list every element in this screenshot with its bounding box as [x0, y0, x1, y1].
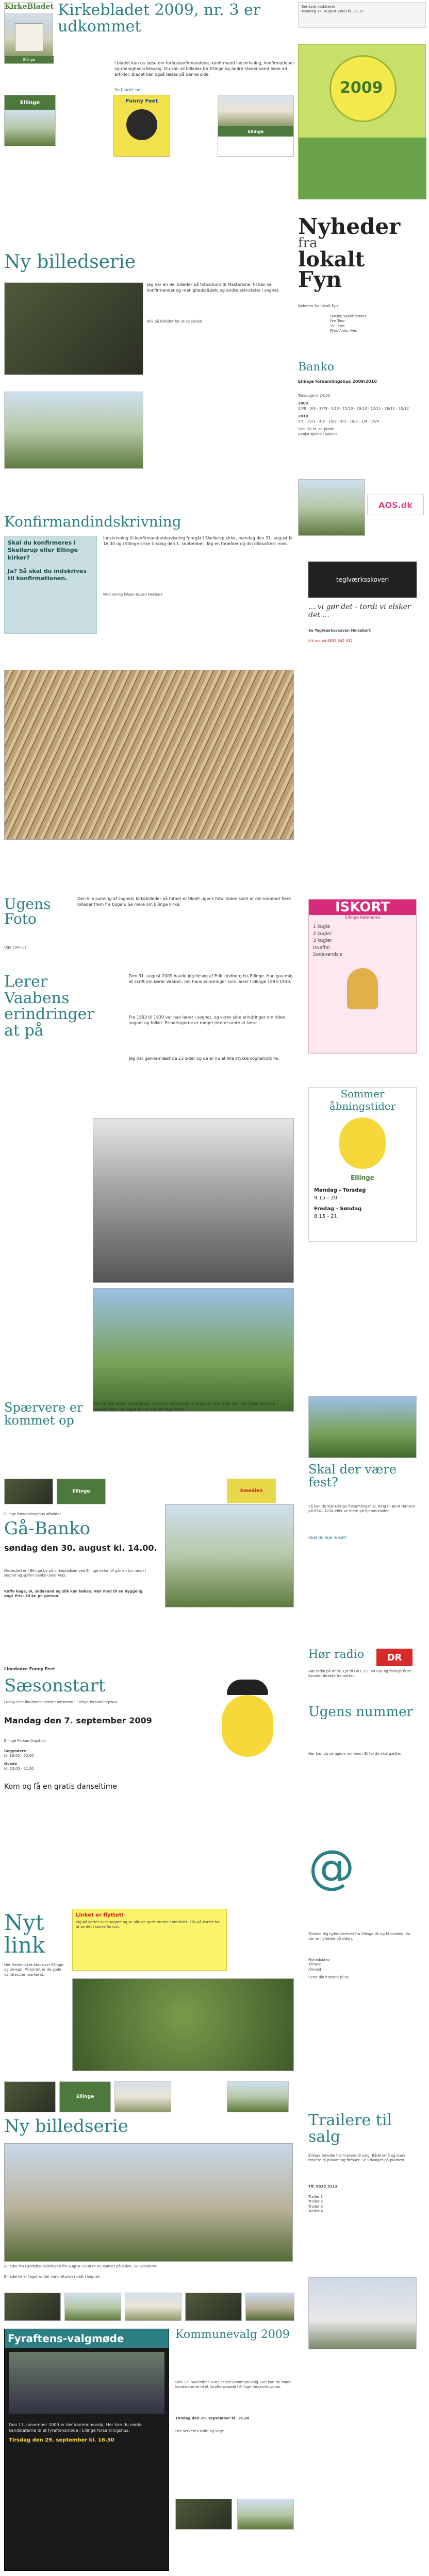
- dancer-icon: [126, 109, 157, 140]
- banko-title: Banko: [298, 361, 335, 374]
- nyheder-sub: Nyheder fra lokalt Fyn: [298, 304, 338, 308]
- iskort-item: Sodavandsis: [313, 952, 342, 957]
- fyraftens-body: Den 17. november 2009 er der kommunevalg. Her kan du møde kandidaterne til et fyraftensmøde i Ellinge forsamlingshus.: [9, 2422, 142, 2433]
- ad-row-1[interactable]: [4, 1479, 53, 1504]
- ad-row3-img: [125, 2293, 181, 2320]
- lerer-body-2: Fra 1893 til 1930 var han lærer i sognet, og skrev sine erindringer om tiden, sognet og folket. Erindringerne er meget interessante at læse.: [129, 1015, 287, 1025]
- trailer-item[interactable]: Trailer 3: [308, 2204, 323, 2209]
- banko-line: Torsdage kl 14.00: [298, 394, 330, 398]
- tegl-title: Se Teglværksskoven Holsebart: [308, 629, 371, 633]
- funny-feet-label: Funny Feet: [125, 98, 158, 104]
- ad-row2-4[interactable]: [227, 2081, 289, 2112]
- fest-link[interactable]: Skal du leje huset?: [308, 1535, 348, 1540]
- linedance-body: Funny Feet linedance starter sæsonen i Ellinge forsamlingshus.: [4, 1700, 119, 1704]
- sommer-line: 9.15 - 20: [314, 1195, 337, 1201]
- nyheder-box[interactable]: [298, 216, 426, 299]
- sommer-logo: Ellinge: [351, 1174, 374, 1181]
- ad-small-left[interactable]: [4, 95, 56, 146]
- email-item[interactable]: Nyhedsbrev: [308, 1958, 330, 1962]
- nyheder-title-4: Fyn: [298, 266, 342, 292]
- nyt-link-title: Nyt link: [4, 1910, 45, 1958]
- billedserie-photo[interactable]: [4, 282, 143, 375]
- lerer-body-3: Jeg har gennemlæst de 23 sider og de er nu et lille stykke sognehistorie.: [129, 1056, 279, 1061]
- ad-row2-img: [227, 2082, 288, 2112]
- konfirmand-sign: Med venlig hilsen Susan Fiskbæk: [103, 592, 163, 597]
- ad-row3-1[interactable]: [4, 2293, 61, 2321]
- trailer-photo[interactable]: [308, 2277, 417, 2349]
- nyheder-list: [330, 314, 426, 334]
- aos-logo[interactable]: AOS.dk: [367, 495, 424, 515]
- sticker-2009[interactable]: [298, 44, 426, 199]
- ugens-nummer-body: Her kan du se ugens nummer: Et tal du skal gætte.: [308, 1752, 401, 1756]
- ad-row3-3[interactable]: [125, 2293, 182, 2321]
- nyheder-item[interactable]: Fyn Tour: [330, 319, 345, 324]
- fyraftens-title: Fyraftens-valgmøde: [5, 2329, 169, 2348]
- kommunevalg-title: Kommunevalg 2009: [175, 2328, 290, 2341]
- ad-small-left-title: Ellinge: [5, 95, 55, 110]
- nyheder-title-1: Nyheder: [298, 214, 401, 239]
- trailer-item[interactable]: Trailer 2: [308, 2199, 323, 2204]
- icecream-icon: [347, 968, 378, 1009]
- lerer-body: Den 31. august 2009 havde jeg besøg af Erik Lindberg fra Ellinge. Han gav mig et skrift om lærer Vaaben, om hans erindringer som lærer i Ellinge 1893-1930.: [129, 974, 293, 984]
- email-item[interactable]: Tilmeld: [308, 1962, 322, 1967]
- banko-note: Banko spilles i lokalet: [298, 432, 337, 436]
- email-item[interactable]: Afmeld: [308, 1967, 321, 1972]
- tegl-ad[interactable]: teglværksskoven: [308, 562, 417, 598]
- ad-cluster-badge: Ellinge: [218, 126, 293, 137]
- kirkebladet-link[interactable]: Se bladet her: [114, 88, 142, 92]
- kommunevalg-note: Der serveres kaffe og kage.: [175, 2429, 225, 2433]
- fest-body: Så kan du leje Ellinge forsamlingshus. Ring til Bent Hansen på 6541 1234 eller se mere på hjemmesiden.: [308, 1504, 415, 1514]
- cover-banner: [5, 3, 54, 13]
- iskort-item: 1 kugle: [313, 924, 330, 929]
- ad-row3-4[interactable]: [185, 2293, 242, 2321]
- funny-feet-ad[interactable]: [113, 95, 170, 157]
- trailer-item[interactable]: Trailer 4: [308, 2209, 323, 2214]
- fyraftens-poster[interactable]: [4, 2329, 169, 2571]
- linedance-sched-time: kl. 20.00 - 21.00: [4, 1767, 34, 1771]
- ad-row2-img: [115, 2082, 171, 2112]
- trailere-title: Trailere til salg: [308, 2111, 392, 2146]
- email-list: [308, 1958, 417, 1980]
- linedance-title: Sæsonstart: [4, 1675, 106, 1696]
- at-icon[interactable]: @: [308, 1840, 355, 1894]
- linedance-tag: Linedance Funny Feet: [4, 1667, 55, 1671]
- ny-billedserie-2-title: Ny billedserie: [4, 2116, 128, 2137]
- konfirmand-highlight-2: Ja? Så skal du indskrives til konfirmationen.: [8, 567, 87, 582]
- gaa-banko-tag: Ellinge forsamlingshus afholder: [4, 1512, 61, 1516]
- ny-billedserie-2-photo[interactable]: [4, 2143, 293, 2262]
- ad-row3-img: [65, 2293, 121, 2320]
- sommer-line: Fredag - Søndag: [314, 1206, 362, 1212]
- sommer-hours: [309, 1181, 416, 1226]
- nyheder-title-2: fra: [298, 235, 318, 251]
- sommer-box: [308, 1087, 417, 1242]
- linedance-sched-label: Øvede: [4, 1761, 18, 1766]
- ad-row2-img: [5, 2082, 55, 2112]
- email-extra: Send din historie til os: [308, 1975, 349, 1980]
- gaa-banko-body: Mødested er i Ellinge by på kirkepladsen ved Ellinge kirke. Vi går en tur rundt i sognet og spiller banko undervejs.: [4, 1569, 146, 1578]
- fest-photo[interactable]: [308, 1396, 417, 1458]
- ad-row4-img: [176, 2499, 232, 2529]
- banko-line: 20/8 - 3/9 - 17/9 - 1/10 - 15/10 - 29/10 - 12/11 - 26/11 - 10/12: [298, 406, 409, 411]
- sommer-title: Sommer åbningstider: [329, 1088, 396, 1112]
- ugens-foto-caption: Uge 29/8-11: [4, 945, 27, 950]
- kirkebladet-cover[interactable]: [4, 2, 53, 64]
- ad-row3-img: [5, 2293, 60, 2320]
- kirkebladet-body: I bladet kan du læse om forårskonfirmandene, konfirmand indskrivning, konfirmationer og menighedsrådsvalg. Du kan se billeder fra Ellinge og andre steder samt læse ad artikler. Bladet kan også læses på denne side.: [114, 61, 294, 77]
- trailere-list: [308, 2195, 417, 2214]
- ad-row3-5[interactable]: [245, 2293, 294, 2321]
- kirkebladet-logo: KirkeBladet: [5, 3, 54, 11]
- banko-line: 2009: [298, 401, 308, 406]
- trailere-phone: Tlf. 6535 3112: [308, 2184, 338, 2189]
- iskort-list: [309, 920, 416, 963]
- ad-row-badge: Smedien: [227, 1479, 276, 1503]
- tegl-slogan: ... vi gør det - tordi vi elsker det ...: [308, 603, 411, 619]
- chick-icon: [339, 1117, 386, 1169]
- ad-row3-img: [246, 2293, 294, 2320]
- ad-cluster-img: [218, 95, 293, 126]
- billedserie-photo-2[interactable]: [4, 392, 143, 469]
- gaa-banko-photo[interactable]: [165, 1504, 294, 1607]
- iskort-ad[interactable]: [308, 899, 417, 1054]
- iskort-item: Isvaffel: [313, 945, 330, 951]
- nyt-link-notice-title: Linket er flyttet!: [76, 1912, 124, 1918]
- ad-row2-badge: Ellinge: [60, 2082, 110, 2112]
- nyheder-title-3: lokalt: [298, 247, 365, 272]
- konfirmand-highlight: Skal du konfirmeres i Skellerup eller Ellinge kirker?: [8, 539, 78, 561]
- section-ny-billedserie: Ny billedserie: [4, 251, 136, 273]
- email-body: Tilmeld dig nyhedsbrevet fra Ellinge.dk og få besked når der er nyheder på siden.: [308, 1932, 411, 1941]
- lerer-title: Lerer Vaabens erindringer at på: [4, 973, 94, 1040]
- banko-photo[interactable]: [298, 479, 365, 536]
- konfirmand-title: Konfirmandindskrivning: [4, 513, 182, 530]
- dr-logo[interactable]: DR: [376, 1649, 412, 1666]
- konfirmand-highlight-box: [4, 536, 97, 634]
- ugens-nummer-title: Ugens nummer: [308, 1704, 413, 1720]
- ad-row3-img: [186, 2293, 241, 2320]
- choir-photo[interactable]: [93, 1118, 294, 1283]
- spaervere-body: Den første store forandring i forsamlingshuset i Ellinge er kommet. De nye spær kom op i weekenden, og taget er nu ved at tage form.: [93, 1401, 278, 1412]
- nyheder-item[interactable]: TV - Fyn: [330, 324, 345, 328]
- duck-icon: [222, 1695, 273, 1757]
- ad-row2-2[interactable]: [59, 2081, 111, 2112]
- kirkebladet-title: Kirkebladet 2009, nr. 3 er udkommet: [58, 1, 261, 36]
- banko-line: 2010: [298, 414, 308, 419]
- nyt-link-map[interactable]: [72, 1978, 294, 2071]
- ny-billedserie-2-body: Billeder fra Landsbyudviklingen fra august 2008 er nu samlet på siden. Se billederne.: [4, 2264, 159, 2268]
- ad-small-left-img: [5, 110, 55, 146]
- ugens-foto-title: Ugens Foto: [4, 895, 51, 928]
- park-photo[interactable]: [93, 1288, 294, 1412]
- fyraftens-photo: [9, 2352, 164, 2414]
- ad-row-img: [5, 1479, 53, 1504]
- gaa-banko-title: Gå-Banko: [4, 1518, 91, 1539]
- nyt-link-body: Her finder du et kort over Ellinge og omegn. På kortet er de gode vandreruter markeret.: [4, 1963, 63, 1977]
- radio-title: Hør radio: [308, 1648, 364, 1661]
- gaa-banko-date: søndag den 30. august kl. 14.00.: [4, 1543, 157, 1553]
- ad-row4-img: [238, 2499, 293, 2529]
- ad-row2-1[interactable]: [4, 2081, 56, 2112]
- gaa-banko-body-2: Kaffe kage, øl, sodavand og slik kan købes. Vær med til en hyggelig dag! Pris: 30 kr. pr. person.: [4, 1589, 143, 1599]
- sommer-line: Mandag - Torsdag: [314, 1188, 366, 1193]
- linedance-cta: Kom og få en gratis danseltime: [4, 1783, 118, 1791]
- ad-row-2[interactable]: [57, 1479, 106, 1504]
- dancer-illustration: [206, 1680, 284, 1777]
- cover-footer: Ellinge: [5, 56, 54, 63]
- iskort-item: 2 kugler: [313, 931, 332, 937]
- fyraftens-date: Tirsdag den 29. september kl. 16.30: [9, 2437, 114, 2444]
- fest-title: Skal der være fest?: [308, 1462, 397, 1490]
- banko-line: Spil: 20 kr. pr. plade: [298, 427, 334, 432]
- trailere-body: Ellinge Smedie har trailere til salg. Både små og store trailere til private og firmaer. Se udvalget på pladsen.: [308, 2154, 406, 2163]
- nyt-link-notice-body: Kig på kortet over sognet og se alle de gode steder i området. Klik på kortet for at se det i større format.: [76, 1920, 220, 1929]
- billedserie-note: Klik på billedet for at se serien: [147, 319, 202, 324]
- sommer-line: 8.15 - 21: [314, 1214, 337, 1219]
- ny-billedserie-2-body-2: Billederne er taget under vandreturen rundt i sognet.: [4, 2275, 101, 2279]
- church-icon: [15, 23, 43, 52]
- spaervere-title: Spærvere er kommet op: [4, 1400, 83, 1428]
- sticker-year: 2009: [340, 79, 383, 97]
- hat-icon: [227, 1680, 268, 1695]
- banko-line: 7/1 - 21/1 - 4/2 - 18/2 - 4/3 - 18/3 - 1/4 - 15/4: [298, 419, 379, 423]
- updated-date: Mandag 17. august 2009 kl. 21.32: [302, 9, 364, 14]
- ad-cluster[interactable]: [218, 95, 294, 157]
- nyheder-item[interactable]: Fynske Vaekhænder: [330, 314, 367, 318]
- updated-label: Seneste opdateret: [302, 5, 335, 9]
- trailer-item[interactable]: Trailer 1: [308, 2195, 323, 2199]
- nyt-link-notice: [72, 1909, 227, 1971]
- radio-body: Hør radio på dr.dk. Lyt til DR1, P3, P4 Fyn og mange flere kanaler direkte fra nettet.: [308, 1669, 411, 1679]
- linedance-place: Ellinge Forsamlingshus: [4, 1739, 46, 1743]
- linedance-sched-time: kl. 19.00 - 20.00: [4, 1754, 34, 1758]
- iskort-item: 3 kugler: [313, 938, 332, 943]
- kommunevalg-date: Tirsdag den 29. september kl. 16.30: [175, 2416, 250, 2420]
- nyheder-item[interactable]: Fyns Amts Avis: [330, 329, 357, 333]
- ad-row-3[interactable]: [227, 1479, 276, 1504]
- linedance-sched: [4, 1749, 34, 1772]
- ad-row4-1[interactable]: [175, 2499, 232, 2530]
- banko-subtitle: Ellinge forsamlingshus 2009/2010: [298, 379, 377, 384]
- roof-photo[interactable]: [4, 670, 294, 840]
- ad-row3-2[interactable]: [64, 2293, 121, 2321]
- tegl-phone: Kik ind på 6635 342 432: [308, 639, 353, 643]
- ad-row4-2[interactable]: [237, 2499, 294, 2530]
- konfirmand-body: Indskrivning til konfirmandundervisning foregår i Skellerup kirke, mandag den 31. august kl. 16.30 og i Ellinge kirke tirsdag den 1. september. Tag en forælder og din dåbsattest med.: [103, 536, 294, 546]
- ugens-foto-body: Den lille samling af sognets kirkebilleder på fotoet er tildelt ugens foto. Siden sidst er der kommet flere billeder frem fra bogen: Se mere om Ellinge kirke.: [77, 896, 291, 907]
- grass-strip: [299, 138, 426, 199]
- iskort-title: ISKORT: [309, 900, 416, 915]
- kommunevalg-body: Den 17. november 2009 er der kommunevalg. Her kan du møde kandidaterne til et fyraftensmøde i Ellinge forsamlingshus.: [175, 2380, 292, 2389]
- iskort-sub: Ellinge Købmand: [345, 915, 380, 920]
- billedserie-body: Jeg har en del billeder på fotoalbum til Mastbrisne, til kan se konfirmander og menighedsrådets og andre aktiviteter i sognet.: [147, 282, 280, 293]
- linedance-date: Mandag den 7. september 2009: [4, 1716, 152, 1725]
- ad-row2-3[interactable]: [114, 2081, 171, 2112]
- linedance-sched-label: Begyndere: [4, 1749, 26, 1753]
- banko-body: [298, 394, 426, 437]
- ad-row-badge: Ellinge: [57, 1479, 105, 1504]
- updated-box: [298, 2, 426, 28]
